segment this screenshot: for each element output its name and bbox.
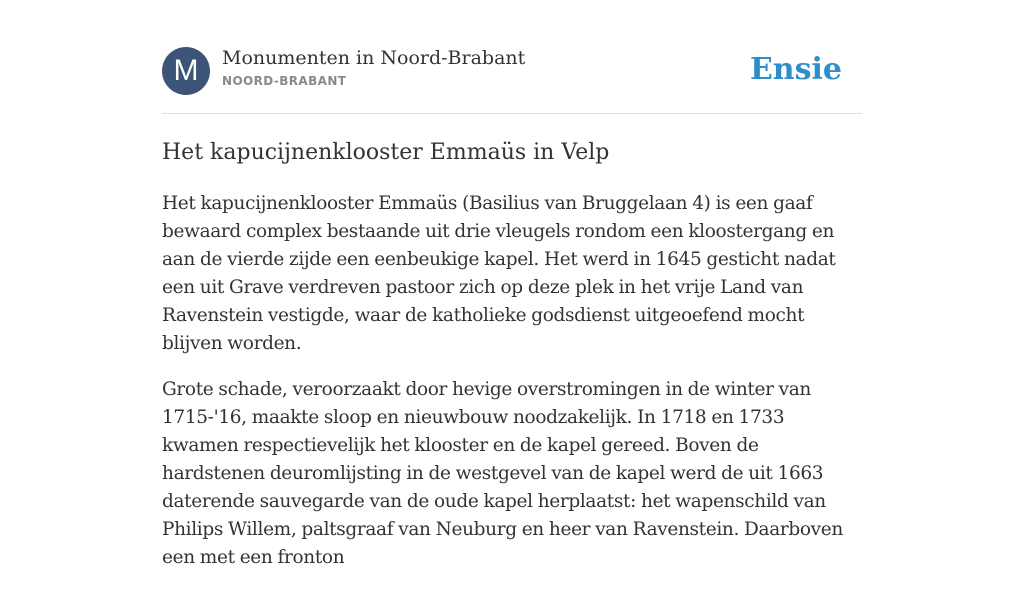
- collection-subtitle[interactable]: NOORD-BRABANT: [222, 74, 347, 88]
- avatar[interactable]: M: [162, 47, 210, 95]
- header: [162, 46, 862, 96]
- article-paragraph-2: Grote schade, veroorzaakt door hevige overstromingen in de winter van 1715-'16, maakte sloop en nieuwbouw noodzakelijk. In 1718 en 1733 kwamen respectievelijk het klooster en de kapel gereed. Boven de hardstenen deuromlijsting in de westgevel van de kapel werd de uit 1663 daterende sauvegarde van de oude kapel herplaatst: het wapenschild van Philips Willem, paltsgraaf van Neuburg en heer van Ravenstein. Daarboven een met een fronton: [162, 379, 843, 568]
- header-divider: [162, 113, 862, 114]
- article-paragraph-1: Het kapucijnenklooster Emmaüs (Basilius van Bruggelaan 4) is een gaaf bewaard complex bestaande uit drie vleugels rondom een kloostergang en aan de vierde zijde een eenbeukige kapel. Het werd in 1645 gesticht nadat een uit Grave verdreven pastoor zich op deze plek in het vrije Land van Ravenstein vestigde, waar de katholieke godsdienst uitgeoefend mocht blijven worden.: [162, 193, 836, 354]
- ensie-logo[interactable]: Ensie: [749, 52, 842, 87]
- collection-title[interactable]: Monumenten in Noord-Brabant: [222, 47, 526, 69]
- article-body: [162, 190, 862, 590]
- article-title: Het kapucijnenklooster Emmaüs in Velp: [162, 140, 610, 165]
- page: [162, 0, 862, 568]
